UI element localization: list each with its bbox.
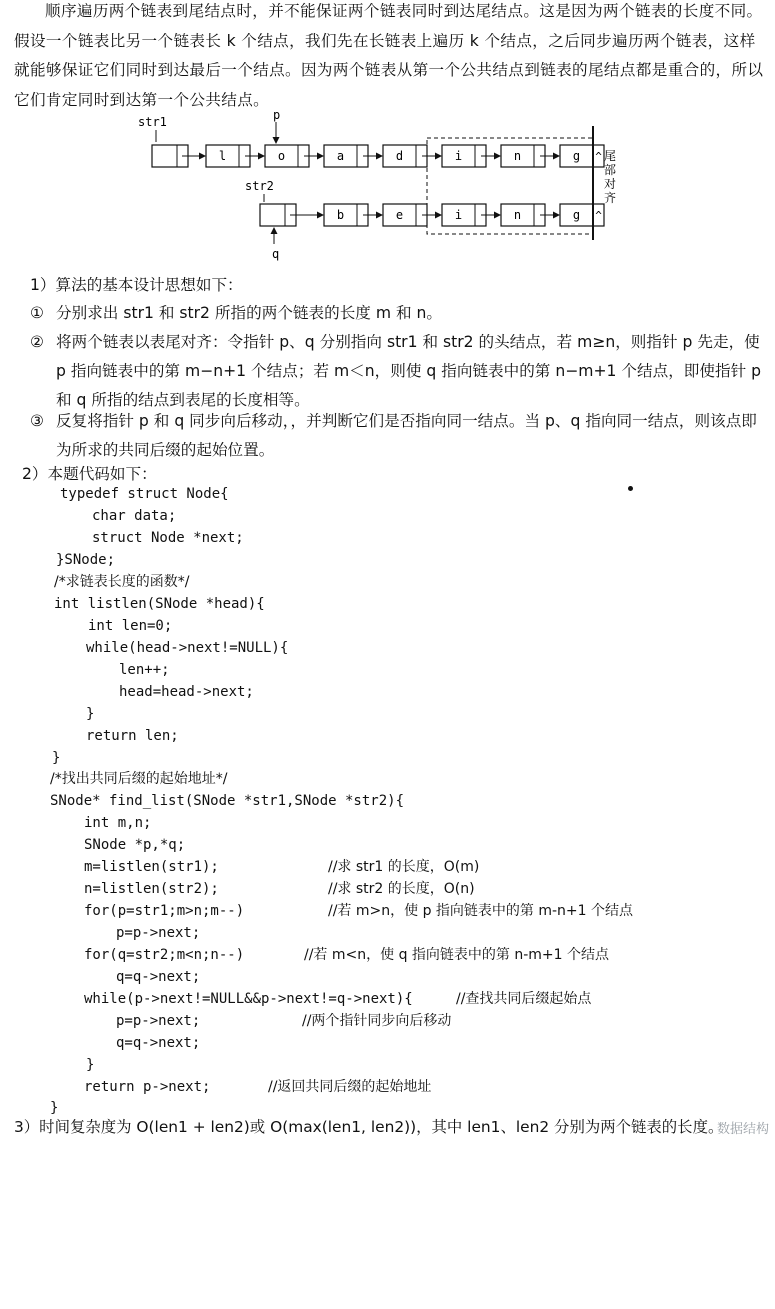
code-block [0, 484, 775, 1309]
code-line: struct Node *next; [92, 530, 244, 546]
code-line: for(p=str1;m>n;m--) [84, 903, 245, 919]
list-node [324, 145, 368, 167]
code-line: while(head->next!=NULL){ [86, 640, 289, 656]
code-line: len++; [119, 662, 170, 678]
node-value: i [454, 149, 463, 163]
section1-item-3 [30, 407, 770, 467]
code-comment: //若 m<n，使 q 指向链表中的第 n-m+1 个结点 [304, 947, 610, 963]
code-line: q=q->next; [116, 969, 201, 985]
code-comment: //返回共同后缀的起始地址 [268, 1079, 432, 1095]
linked-list-diagram [130, 108, 650, 268]
list-node [501, 204, 545, 226]
section2-heading: 2）本题代码如下： [22, 465, 157, 483]
row2-nodes [290, 204, 604, 226]
code-line: p=p->next; [116, 1013, 201, 1029]
node-value: o [277, 149, 286, 163]
list-node [383, 145, 427, 167]
code-line: while(p->next!=NULL&&p->next!=q->next){ [84, 991, 413, 1007]
item-text: 分别求出 str1 和 str2 所指的两个链表的长度 m 和 n。 [56, 304, 443, 322]
section1-item-1 [30, 299, 770, 329]
code-line: int m,n; [84, 815, 152, 831]
null-mark: ^ [595, 209, 602, 222]
code-line: SNode* find_list(SNode *str1,SNode *str2){ [50, 793, 405, 809]
str2-label: str2 [245, 179, 274, 193]
code-comment: //两个指针同步向后移动 [302, 1013, 452, 1029]
node-value: e [395, 208, 404, 222]
node-value: g [572, 208, 581, 222]
code-comment: //若 m>n，使 p 指向链表中的第 m-n+1 个结点 [328, 903, 634, 919]
code-line: typedef struct Node{ [60, 486, 229, 502]
watermark: 数据结构 [716, 1122, 769, 1137]
item-number: ② [30, 333, 44, 351]
item-text: 将两个链表以表尾对齐：令指针 p、q 分别指向 str1 和 str2 的头结点，若 m≥n，则指针 p 先走，使 p 指向链表中的第 m−n+1 个结点；若 m＜n，则使 q 指向链表中的第 n−m+1 个结点，即使指针 p 和 q 所指的结点到表尾的长度相等。 [56, 333, 762, 409]
str1-label: str1 [138, 115, 167, 129]
list-node [442, 204, 486, 226]
code-line: SNode *p,*q; [84, 837, 186, 853]
node-value: n [513, 149, 522, 163]
code-line: q=q->next; [116, 1035, 201, 1051]
item-text: 反复将指针 p 和 q 同步向后移动，，并判断它们是否指向同一结点。当 p、q 指向同一结点，则该点即为所求的共同后缀的起始位置。 [56, 412, 757, 459]
code-line: return p->next; [84, 1079, 211, 1095]
q-label: q [272, 247, 280, 261]
section1-heading: 1）算法的基本设计思想如下： [30, 276, 243, 294]
node-value: g [572, 149, 581, 163]
code-comment-line: /*找出共同后缀的起始地址*/ [50, 771, 228, 787]
item-number: ③ [30, 412, 44, 430]
code-line: head=head->next; [119, 684, 254, 700]
list-node [265, 145, 309, 167]
code-comment: //查找共同后缀起始点 [456, 991, 592, 1007]
node-value: a [336, 149, 345, 163]
item-number: ① [30, 304, 44, 322]
null-mark: ^ [595, 150, 602, 163]
node-value: l [218, 149, 227, 163]
code-line: return len; [86, 728, 179, 744]
node-value: n [513, 208, 522, 222]
section3-text: 3）时间复杂度为 O(len1 + len2)或 O(max(len1, len2))，其中 len1、len2 分别为两个链表的长度。 [14, 1118, 724, 1136]
code-comment: //求 str1 的长度，O(m) [328, 859, 480, 875]
code-line: n=listlen(str2); [84, 881, 219, 897]
list-node [324, 204, 368, 226]
node-value: d [395, 149, 404, 163]
list-node [442, 145, 486, 167]
list-node [206, 145, 250, 167]
code-comment-line: /*求链表长度的函数*/ [54, 574, 190, 590]
tail-label: 尾部对齐 [604, 149, 617, 205]
intro-paragraph: 顺序遍历两个链表到尾结点时，并不能保证两个链表同时到达尾结点。这是因为两个链表的长度不同。假设一个链表比另一个链表长 k 个结点，我们先在长链表上遍历 k 个结点，之后同步遍历两个链表，这样就能够保证它们同时到达最后一个结点。因为两个链表从第一个公共结点到链表的尾结点都是重合的，所以它们肯定同时到达第一个公共结点。 [14, 2, 764, 109]
code-line: int listlen(SNode *head){ [54, 596, 265, 612]
list-node [383, 204, 427, 226]
code-line: } [50, 1100, 59, 1116]
code-line: } [52, 750, 61, 766]
list-node [560, 204, 604, 226]
code-line: }SNode; [56, 552, 116, 568]
code-line: int len=0; [88, 618, 173, 634]
code-line: } [86, 706, 95, 722]
row1-nodes [182, 145, 604, 167]
code-line: for(q=str2;m<n;n--) [84, 947, 245, 963]
code-line: char data; [92, 508, 177, 524]
code-line: p=p->next; [116, 925, 201, 941]
node-value: i [454, 208, 463, 222]
section1-item-2 [30, 328, 770, 416]
list-node [501, 145, 545, 167]
p-label: p [273, 108, 281, 122]
code-line: m=listlen(str1); [84, 859, 219, 875]
code-line: } [86, 1057, 95, 1073]
list-node [560, 145, 604, 167]
node-value: b [336, 208, 345, 222]
code-comment: //求 str2 的长度，O(n) [328, 881, 475, 897]
